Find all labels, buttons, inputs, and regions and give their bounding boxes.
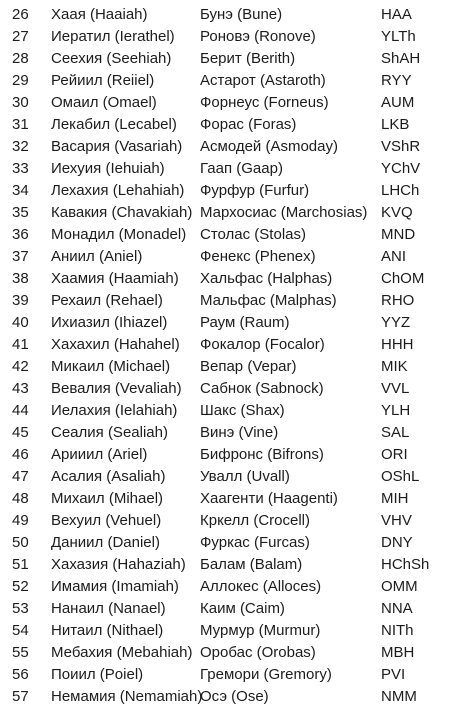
- angel-name: Лекабил (Lecabel): [51, 116, 177, 133]
- angel-name: Иехуия (Iehuiah): [51, 160, 165, 177]
- letter-code: HAA: [381, 6, 412, 23]
- row-number: 47: [12, 468, 29, 485]
- row-number: 34: [12, 182, 29, 199]
- angel-name: Немамия (Nemamiah): [51, 688, 203, 705]
- angel-name: Рейиил (Reiiel): [51, 72, 155, 89]
- letter-code: ChOM: [381, 270, 425, 287]
- angel-name: Михаил (Mihael): [51, 490, 164, 507]
- letter-code: YLTh: [381, 28, 416, 45]
- letter-code: RYY: [381, 72, 412, 89]
- demon-name: Роновэ (Ronove): [200, 28, 316, 45]
- demon-name: Сабнок (Sabnock): [200, 380, 324, 397]
- table-row: [0, 356, 450, 378]
- row-number: 37: [12, 248, 29, 265]
- row-number: 31: [12, 116, 29, 133]
- demon-name: Фокалор (Focalor): [200, 336, 325, 353]
- row-number: 42: [12, 358, 29, 375]
- letter-code: MBH: [381, 644, 415, 661]
- demon-name: Осэ (Ose): [200, 688, 269, 705]
- table-row: [0, 26, 450, 48]
- letter-code: VShR: [381, 138, 421, 155]
- row-number: 57: [12, 688, 29, 705]
- letter-code: NITh: [381, 622, 414, 639]
- table-row: [0, 686, 450, 708]
- letter-code: YLH: [381, 402, 411, 419]
- row-number: 49: [12, 512, 29, 529]
- row-number: 55: [12, 644, 29, 661]
- row-number: 52: [12, 578, 29, 595]
- angel-name: Имамия (Imamiah): [51, 578, 179, 595]
- demon-name: Бунэ (Bune): [200, 6, 283, 23]
- angel-name: Сеехия (Seehiah): [51, 50, 172, 67]
- angel-name: Хахахил (Hahahel): [51, 336, 180, 353]
- table-row: [0, 290, 450, 312]
- letter-code: SAL: [381, 424, 410, 441]
- angel-name: Хаая (Haaiah): [51, 6, 148, 23]
- letter-code: PVI: [381, 666, 406, 683]
- angel-name: Мебахия (Mebahiah): [51, 644, 193, 661]
- letter-code: ShAH: [381, 50, 421, 67]
- row-number: 28: [12, 50, 29, 67]
- letter-code: NMM: [381, 688, 417, 705]
- letter-code: LKB: [381, 116, 410, 133]
- letter-code: OShL: [381, 468, 420, 485]
- table-row: [0, 246, 450, 268]
- angel-name: Омаил (Omael): [51, 94, 157, 111]
- row-number: 30: [12, 94, 29, 111]
- letter-code: MIK: [381, 358, 408, 375]
- demon-name: Форас (Foras): [200, 116, 297, 133]
- demon-name: Фенекс (Phenex): [200, 248, 316, 265]
- angel-name: Сеалия (Sealiah): [51, 424, 168, 441]
- table-row: [0, 158, 450, 180]
- demon-name: Мурмур (Murmur): [200, 622, 321, 639]
- letter-code: YChV: [381, 160, 421, 177]
- row-number: 36: [12, 226, 29, 243]
- angel-name: Асалия (Asaliah): [51, 468, 166, 485]
- demon-name: Бифронс (Bifrons): [200, 446, 324, 463]
- row-number: 43: [12, 380, 29, 397]
- row-number: 40: [12, 314, 29, 331]
- angel-name: Нитаил (Nithael): [51, 622, 164, 639]
- angel-name: Васария (Vasariah): [51, 138, 183, 155]
- row-number: 56: [12, 666, 29, 683]
- angel-name: Кавакия (Chavakiah): [51, 204, 193, 221]
- letter-code: RHO: [381, 292, 415, 309]
- table-row: [0, 444, 450, 466]
- demon-name: Мальфас (Malphas): [200, 292, 337, 309]
- table-row: [0, 554, 450, 576]
- letter-code: ANI: [381, 248, 407, 265]
- row-number: 50: [12, 534, 29, 551]
- table-row: [0, 48, 450, 70]
- angel-name: Аниил (Aniel): [51, 248, 143, 265]
- angel-name: Хахазия (Hahaziah): [51, 556, 186, 573]
- table-row: [0, 92, 450, 114]
- letter-code: HChSh: [381, 556, 430, 573]
- angel-name: Нанаил (Nanael): [51, 600, 166, 617]
- demon-name: Увалл (Uvall): [200, 468, 290, 485]
- angel-name: Поиил (Poiel): [51, 666, 144, 683]
- angel-name: Монадил (Monadel): [51, 226, 187, 243]
- table-row: [0, 180, 450, 202]
- table-row: [0, 532, 450, 554]
- demon-name: Хаагенти (Haagenti): [200, 490, 338, 507]
- letter-code: MIH: [381, 490, 409, 507]
- table-row: [0, 334, 450, 356]
- angel-name: Вевалия (Vevaliah): [51, 380, 182, 397]
- demon-name: Кркелл (Crocell): [200, 512, 310, 529]
- row-number: 39: [12, 292, 29, 309]
- letter-code: OMM: [381, 578, 418, 595]
- angel-name: Иератил (Ierathel): [51, 28, 175, 45]
- demon-name: Аллокес (Alloces): [200, 578, 322, 595]
- angel-name: Иелахия (Ielahiah): [51, 402, 178, 419]
- row-number: 45: [12, 424, 29, 441]
- letter-code: YYZ: [381, 314, 411, 331]
- demon-name: Балам (Balam): [200, 556, 303, 573]
- table-row: [0, 70, 450, 92]
- table-row: [0, 510, 450, 532]
- table-row: [0, 312, 450, 334]
- demon-name: Оробас (Orobas): [200, 644, 316, 661]
- angel-name: Арииил (Ariel): [51, 446, 148, 463]
- row-number: 38: [12, 270, 29, 287]
- demon-name: Гаап (Gaap): [200, 160, 283, 177]
- angel-name: Микаил (Michael): [51, 358, 171, 375]
- angel-name: Вехуил (Vehuel): [51, 512, 162, 529]
- demon-name: Астарот (Astaroth): [200, 72, 326, 89]
- table-row: [0, 202, 450, 224]
- table-row: [0, 400, 450, 422]
- angel-name: Лехахия (Lehahiah): [51, 182, 185, 199]
- table-row: [0, 598, 450, 620]
- demon-name: Берит (Berith): [200, 50, 296, 67]
- angel-name: Хаамия (Haamiah): [51, 270, 179, 287]
- angel-name: Рехаил (Rehael): [51, 292, 163, 309]
- table-row: [0, 114, 450, 136]
- letter-code: NNA: [381, 600, 413, 617]
- demon-name: Вепар (Vepar): [200, 358, 297, 375]
- table-row: [0, 422, 450, 444]
- demon-name: Столас (Stolas): [200, 226, 306, 243]
- row-number: 32: [12, 138, 29, 155]
- table-row: [0, 664, 450, 686]
- angel-name: Даниил (Daniel): [51, 534, 160, 551]
- row-number: 29: [12, 72, 29, 89]
- demon-name: Форнеус (Forneus): [200, 94, 329, 111]
- row-number: 33: [12, 160, 29, 177]
- row-number: 41: [12, 336, 29, 353]
- demon-name: Шакс (Shax): [200, 402, 285, 419]
- letter-code: LHCh: [381, 182, 420, 199]
- row-number: 26: [12, 6, 29, 23]
- demon-name: Винэ (Vine): [200, 424, 279, 441]
- demon-name: Раум (Raum): [200, 314, 290, 331]
- table-row: [0, 488, 450, 510]
- demon-name: Каим (Caim): [200, 600, 285, 617]
- letter-code: VVL: [381, 380, 410, 397]
- row-number: 44: [12, 402, 29, 419]
- demon-name: Асмодей (Asmoday): [200, 138, 338, 155]
- row-number: 48: [12, 490, 29, 507]
- row-number: 27: [12, 28, 29, 45]
- letter-code: KVQ: [381, 204, 413, 221]
- demon-name: Хальфас (Halphas): [200, 270, 333, 287]
- table-row: [0, 4, 450, 26]
- letter-code: MND: [381, 226, 416, 243]
- letter-code: ORI: [381, 446, 408, 463]
- table-row: [0, 642, 450, 664]
- table-row: [0, 620, 450, 642]
- table-row: [0, 576, 450, 598]
- row-number: 35: [12, 204, 29, 221]
- letter-code: VHV: [381, 512, 412, 529]
- table-row: [0, 224, 450, 246]
- row-number: 54: [12, 622, 29, 639]
- table-row: [0, 268, 450, 290]
- letter-code: HHH: [381, 336, 414, 353]
- letter-code: AUM: [381, 94, 415, 111]
- table-row: [0, 378, 450, 400]
- letter-code: DNY: [381, 534, 413, 551]
- demon-name: Фуркас (Furcas): [200, 534, 310, 551]
- row-number: 51: [12, 556, 29, 573]
- demon-name: Мархосиас (Marchosias): [200, 204, 368, 221]
- table-row: [0, 466, 450, 488]
- angel-name: Ихиазил (Ihiazel): [51, 314, 168, 331]
- row-number: 46: [12, 446, 29, 463]
- row-number: 53: [12, 600, 29, 617]
- table-row: [0, 136, 450, 158]
- demon-name: Гремори (Gremory): [200, 666, 332, 683]
- demon-name: Фурфур (Furfur): [200, 182, 310, 199]
